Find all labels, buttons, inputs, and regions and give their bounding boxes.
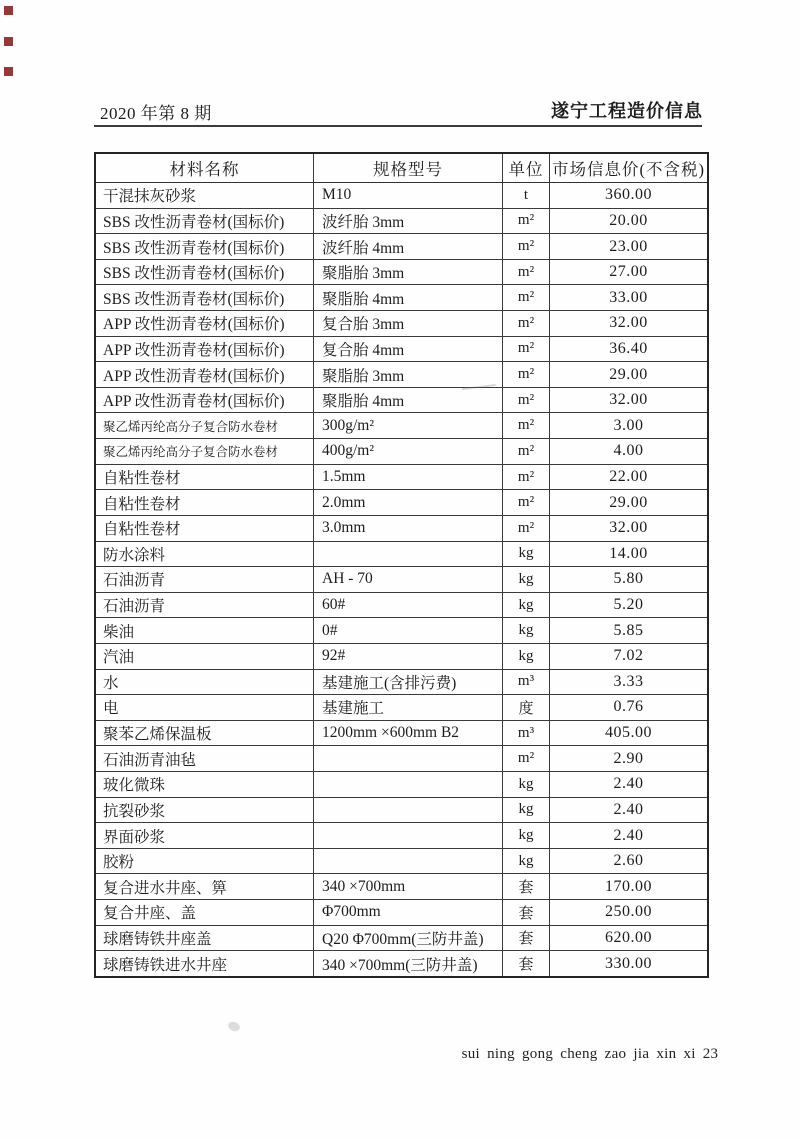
cell-name: 自粘性卷材 xyxy=(96,490,314,515)
cell-name: 球磨铸铁井座盖 xyxy=(96,926,314,951)
cell-spec xyxy=(314,772,503,797)
journal-title: 遂宁工程造价信息 xyxy=(551,101,703,121)
cell-spec: Φ700mm xyxy=(314,900,503,925)
cell-price: 29.00 xyxy=(609,365,648,383)
table-row xyxy=(96,209,707,235)
cell-unit: kg xyxy=(503,798,550,823)
table-row xyxy=(96,516,707,542)
cell-name: 水 xyxy=(96,670,314,695)
cell-spec xyxy=(314,542,503,567)
cell-unit: m² xyxy=(503,746,550,771)
cell-unit: m² xyxy=(503,490,550,515)
cell-unit: m² xyxy=(503,362,550,387)
cell-name: 柴油 xyxy=(96,618,314,643)
cell-price: 23.00 xyxy=(609,237,648,255)
cell-name: 聚乙烯丙纶高分子复合防水卷材 xyxy=(96,439,314,464)
cell-spec: 92# xyxy=(314,644,503,669)
cell-name: 界面砂浆 xyxy=(96,823,314,848)
cell-spec: 1.5mm xyxy=(314,465,503,490)
table-row xyxy=(96,721,707,747)
cell-name: APP 改性沥青卷材(国标价) xyxy=(96,337,314,362)
cell-name: 抗裂砂浆 xyxy=(96,798,314,823)
cell-spec: 340 ×700mm(三防井盖) xyxy=(314,951,503,976)
table-row xyxy=(96,465,707,491)
cell-spec xyxy=(314,823,503,848)
cell-name: 球磨铸铁进水井座 xyxy=(96,951,314,976)
table-row xyxy=(96,823,707,849)
table-row xyxy=(96,388,707,414)
cell-unit: m² xyxy=(503,439,550,464)
cell-price: 5.85 xyxy=(613,621,644,639)
cell-unit: m³ xyxy=(503,721,550,746)
cell-unit: m³ xyxy=(503,670,550,695)
table-row xyxy=(96,542,707,568)
header-rule xyxy=(94,125,702,127)
cell-price: 36.40 xyxy=(609,339,648,357)
cell-name: 聚苯乙烯保温板 xyxy=(96,721,314,746)
cell-price: 2.40 xyxy=(613,800,644,818)
cell-price: 7.02 xyxy=(613,647,644,665)
cell-price: 360.00 xyxy=(605,186,652,204)
table-row xyxy=(96,900,707,926)
cell-price: 170.00 xyxy=(605,877,652,895)
cell-price: 22.00 xyxy=(609,468,648,485)
cell-unit: kg xyxy=(503,823,550,848)
cell-name: SBS 改性沥青卷材(国标价) xyxy=(96,209,314,234)
cell-spec: 2.0mm xyxy=(314,490,503,515)
cell-name: APP 改性沥青卷材(国标价) xyxy=(96,311,314,336)
cell-unit: t xyxy=(503,183,550,208)
cell-name: SBS 改性沥青卷材(国标价) xyxy=(96,285,314,310)
cell-spec: M10 xyxy=(314,183,503,208)
table-row xyxy=(96,490,707,516)
cell-price: 2.60 xyxy=(613,852,644,870)
cell-name: 复合井座、盖 xyxy=(96,900,314,925)
table-row xyxy=(96,695,707,721)
cell-spec: 聚脂胎 3mm xyxy=(314,362,503,387)
table-row xyxy=(96,362,707,388)
table-row xyxy=(96,234,707,260)
cell-price: 5.20 xyxy=(613,596,644,614)
cell-unit: 套 xyxy=(503,926,550,951)
cell-spec: 复合胎 4mm xyxy=(314,337,503,362)
cell-unit: m² xyxy=(503,465,550,490)
column-header-3: 市场信息价(不含税) xyxy=(552,160,705,179)
cell-unit: m² xyxy=(503,311,550,336)
cell-price: 5.80 xyxy=(613,570,644,588)
table-row xyxy=(96,798,707,824)
issue-label: 2020 年第 8 期 xyxy=(100,104,212,123)
table-body xyxy=(96,183,707,976)
table-row xyxy=(96,439,707,465)
table-row xyxy=(96,260,707,286)
cell-price: 3.00 xyxy=(613,416,644,434)
cell-price: 4.00 xyxy=(613,442,644,460)
cell-spec: 波纤胎 4mm xyxy=(314,234,503,259)
cell-price: 620.00 xyxy=(605,928,652,946)
cell-price: 330.00 xyxy=(605,954,652,972)
cell-name: 石油沥青 xyxy=(96,567,314,592)
scan-artifact-mark xyxy=(4,67,13,76)
table-row xyxy=(96,670,707,696)
cell-unit: kg xyxy=(503,618,550,643)
cell-unit: kg xyxy=(503,644,550,669)
table-row xyxy=(96,337,707,363)
cell-name: 石油沥青油毡 xyxy=(96,746,314,771)
table-header-row xyxy=(96,154,707,183)
cell-unit: m² xyxy=(503,209,550,234)
cell-spec: Q20 Φ700mm(三防井盖) xyxy=(314,926,503,951)
cell-unit: m² xyxy=(503,285,550,310)
cell-unit: kg xyxy=(503,567,550,592)
cell-spec xyxy=(314,746,503,771)
table-row xyxy=(96,849,707,875)
scan-artifact-mark xyxy=(4,6,13,15)
table-row xyxy=(96,746,707,772)
cell-price: 250.00 xyxy=(605,903,652,921)
cell-name: 自粘性卷材 xyxy=(96,516,314,541)
cell-price: 14.00 xyxy=(609,544,648,562)
cell-name: 防水涂料 xyxy=(96,542,314,567)
cell-spec: 1200mm ×600mm B2 xyxy=(314,721,503,746)
table-row xyxy=(96,874,707,900)
cell-unit: kg xyxy=(503,772,550,797)
cell-unit: m² xyxy=(503,388,550,413)
cell-unit: 套 xyxy=(503,874,550,899)
price-table xyxy=(94,152,709,978)
cell-name: 石油沥青 xyxy=(96,593,314,618)
cell-unit: m² xyxy=(503,413,550,438)
cell-unit: kg xyxy=(503,849,550,874)
cell-price: 405.00 xyxy=(605,724,652,742)
cell-spec: 波纤胎 3mm xyxy=(314,209,503,234)
cell-name: 玻化微珠 xyxy=(96,772,314,797)
cell-spec: 300g/m² xyxy=(314,413,503,438)
cell-price: 0.76 xyxy=(613,698,644,716)
column-header-0: 材料名称 xyxy=(96,154,314,182)
cell-name: APP 改性沥青卷材(国标价) xyxy=(96,362,314,387)
table-row xyxy=(96,285,707,311)
cell-spec xyxy=(314,798,503,823)
cell-spec: 基建施工(含排污费) xyxy=(314,670,503,695)
table-row xyxy=(96,311,707,337)
cell-price: 29.00 xyxy=(609,493,648,511)
cell-name: 胶粉 xyxy=(96,849,314,874)
cell-name: APP 改性沥青卷材(国标价) xyxy=(96,388,314,413)
cell-spec: 聚脂胎 4mm xyxy=(314,388,503,413)
table-row xyxy=(96,183,707,209)
cell-price: 33.00 xyxy=(609,288,648,306)
cell-price: 27.00 xyxy=(609,263,648,281)
cell-price: 32.00 xyxy=(609,519,648,537)
cell-unit: m² xyxy=(503,516,550,541)
cell-spec: 400g/m² xyxy=(314,439,503,464)
scan-artifact-mark xyxy=(4,37,13,46)
cell-unit: 套 xyxy=(503,900,550,925)
cell-spec: 聚脂胎 4mm xyxy=(314,285,503,310)
cell-spec xyxy=(314,849,503,874)
scan-smudge xyxy=(227,1020,241,1033)
table-row xyxy=(96,644,707,670)
table-row xyxy=(96,593,707,619)
cell-spec: 340 ×700mm xyxy=(314,874,503,899)
cell-unit: m² xyxy=(503,337,550,362)
column-header-1: 规格型号 xyxy=(314,154,503,182)
cell-unit: m² xyxy=(503,234,550,259)
cell-price: 20.00 xyxy=(609,211,648,229)
table-row xyxy=(96,772,707,798)
cell-unit: kg xyxy=(503,542,550,567)
cell-spec: 复合胎 3mm xyxy=(314,311,503,336)
cell-spec: 聚脂胎 3mm xyxy=(314,260,503,285)
table-row xyxy=(96,951,707,976)
cell-price: 32.00 xyxy=(609,314,648,332)
cell-name: 聚乙烯丙纶高分子复合防水卷材 xyxy=(96,413,314,438)
cell-price: 3.33 xyxy=(613,672,644,690)
cell-name: 干混抹灰砂浆 xyxy=(96,183,314,208)
cell-name: 汽油 xyxy=(96,644,314,669)
table-row xyxy=(96,926,707,952)
cell-price: 2.40 xyxy=(613,775,644,793)
cell-price: 2.40 xyxy=(613,826,644,844)
cell-name: 自粘性卷材 xyxy=(96,465,314,490)
cell-spec: AH - 70 xyxy=(314,567,503,592)
cell-unit: kg xyxy=(503,593,550,618)
cell-name: 电 xyxy=(96,695,314,720)
cell-spec: 3.0mm xyxy=(314,516,503,541)
cell-price: 2.90 xyxy=(613,749,644,767)
cell-spec: 基建施工 xyxy=(314,695,503,720)
footer-page-label: sui ning gong cheng zao jia xin xi 23 xyxy=(461,1046,719,1062)
cell-unit: 度 xyxy=(503,695,550,720)
cell-unit: m² xyxy=(503,260,550,285)
cell-name: 复合进水井座、箅 xyxy=(96,874,314,899)
table-row xyxy=(96,618,707,644)
cell-price: 32.00 xyxy=(609,391,648,409)
cell-name: SBS 改性沥青卷材(国标价) xyxy=(96,260,314,285)
column-header-2: 单位 xyxy=(503,154,550,182)
table-row xyxy=(96,567,707,593)
table-row xyxy=(96,413,707,439)
cell-spec: 60# xyxy=(314,593,503,618)
cell-spec: 0# xyxy=(314,618,503,643)
cell-unit: 套 xyxy=(503,951,550,976)
cell-name: SBS 改性沥青卷材(国标价) xyxy=(96,234,314,259)
